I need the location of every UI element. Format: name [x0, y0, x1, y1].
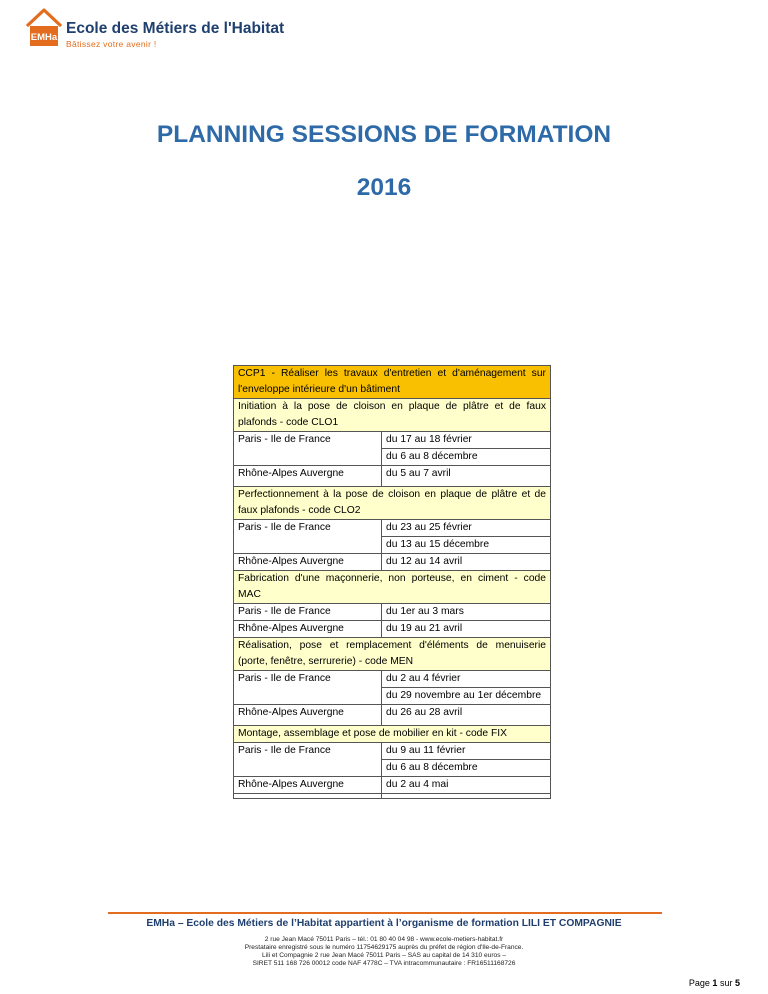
table-row — [234, 449, 551, 466]
date-cell: du 5 au 7 avril — [382, 466, 551, 483]
footer-company: Lili et Compagnie 2 rue Jean Macé 75011 Paris – SAS au capital de 14 310 euros – — [261, 952, 506, 959]
date-cell: du 12 au 14 avril — [382, 554, 551, 571]
region-cell: Paris - Ile de France — [234, 604, 382, 621]
date-cell: du 9 au 11 février — [382, 743, 551, 760]
spacer-row — [234, 794, 551, 799]
region-cell: Paris - Ile de France — [234, 671, 382, 688]
page-number — [689, 978, 740, 988]
region-cell: Paris - Ile de France — [234, 743, 382, 760]
date-cell: du 23 au 25 février — [382, 520, 551, 537]
section-title: Réalisation, pose et remplacement d'éléments de menuiserie (porte, fenêtre, serrurerie) - code MEN — [234, 638, 551, 671]
section-title-row — [234, 571, 551, 604]
date-cell: du 26 au 28 avril — [382, 705, 551, 722]
page-current: 1 — [712, 978, 718, 988]
section-title-row — [234, 638, 551, 671]
region-cell: Rhône-Alpes Auvergne — [234, 777, 382, 794]
footer-registration: Prestataire enregistré sous le numéro 11754629175 auprès du préfet de région d'Ile-de-France. — [244, 944, 524, 951]
region-cell: Paris - Ile de France — [234, 432, 382, 449]
schedule-table — [233, 365, 551, 799]
date-cell: du 19 au 21 avril — [382, 621, 551, 638]
date-cell: du 17 au 18 février — [382, 432, 551, 449]
region-cell: Rhône-Alpes Auvergne — [234, 554, 382, 571]
footer-title: EMHa – Ecole des Métiers de l’Habitat appartient à l’organisme de formation LILI ET COMPAGNIE — [146, 918, 622, 929]
section-title: Fabrication d'une maçonnerie, non porteuse, en ciment - code MAC — [234, 571, 551, 604]
region-cell: Rhône-Alpes Auvergne — [234, 621, 382, 638]
table-row — [234, 554, 551, 571]
page-title: PLANNING SESSIONS DE FORMATION — [156, 121, 612, 148]
date-cell: du 6 au 8 décembre — [382, 449, 551, 466]
section-title: Initiation à la pose de cloison en plaque de plâtre et de faux plafonds - code CLO1 — [234, 399, 551, 432]
logo-tagline: Bâtissez votre avenir ! — [66, 39, 157, 49]
section-title: Perfectionnement à la pose de cloison en plaque de plâtre et de faux plafonds - code CLO2 — [234, 487, 551, 520]
date-cell: du 29 novembre au 1er décembre — [382, 688, 551, 705]
footer-address: 2 rue Jean Macé 75011 Paris – tél.: 01 80 40 04 98 - www.ecole-metiers-habitat.fr — [264, 936, 504, 943]
date-cell: du 2 au 4 mai — [382, 777, 551, 794]
table-row — [234, 466, 551, 483]
table-row — [234, 777, 551, 794]
table-row — [234, 688, 551, 705]
region-cell: Paris - Ile de France — [234, 520, 382, 537]
logo-name: Ecole des Métiers de l'Habitat — [66, 20, 285, 37]
table-row — [234, 520, 551, 537]
region-cell: Rhône-Alpes Auvergne — [234, 705, 382, 722]
table-row — [234, 671, 551, 688]
footer-divider — [108, 912, 662, 914]
table-row — [234, 743, 551, 760]
section-title-row — [234, 487, 551, 520]
table-row — [234, 432, 551, 449]
schedule-header-row — [234, 366, 551, 399]
date-cell: du 13 au 15 décembre — [382, 537, 551, 554]
house-logo-icon — [26, 8, 62, 48]
page-of: sur — [719, 978, 733, 988]
page-year: 2016 — [356, 174, 412, 201]
table-row — [234, 760, 551, 777]
page-label: Page — [688, 978, 710, 988]
section-title-row — [234, 399, 551, 432]
table-row — [234, 537, 551, 554]
emha-logo — [26, 8, 286, 54]
date-cell: du 1er au 3 mars — [382, 604, 551, 621]
date-cell: du 2 au 4 février — [382, 671, 551, 688]
date-cell: du 6 au 8 décembre — [382, 760, 551, 777]
section-title-row — [234, 726, 551, 743]
region-cell: Rhône-Alpes Auvergne — [234, 466, 382, 483]
logo-letters: EMHa — [30, 32, 58, 43]
table-row — [234, 621, 551, 638]
table-row — [234, 705, 551, 722]
footer-siret: SIRET 511 168 726 00012 code NAF 4778C – TVA intracommunautaire : FR16511168726 — [252, 960, 516, 967]
page-total: 5 — [734, 978, 740, 988]
schedule-header: CCP1 - Réaliser les travaux d'entretien et d'aménagement sur l'enveloppe intérieure d'un bâtiment — [234, 366, 551, 399]
section-title: Montage, assemblage et pose de mobilier en kit - code FIX — [234, 726, 551, 743]
table-row — [234, 604, 551, 621]
